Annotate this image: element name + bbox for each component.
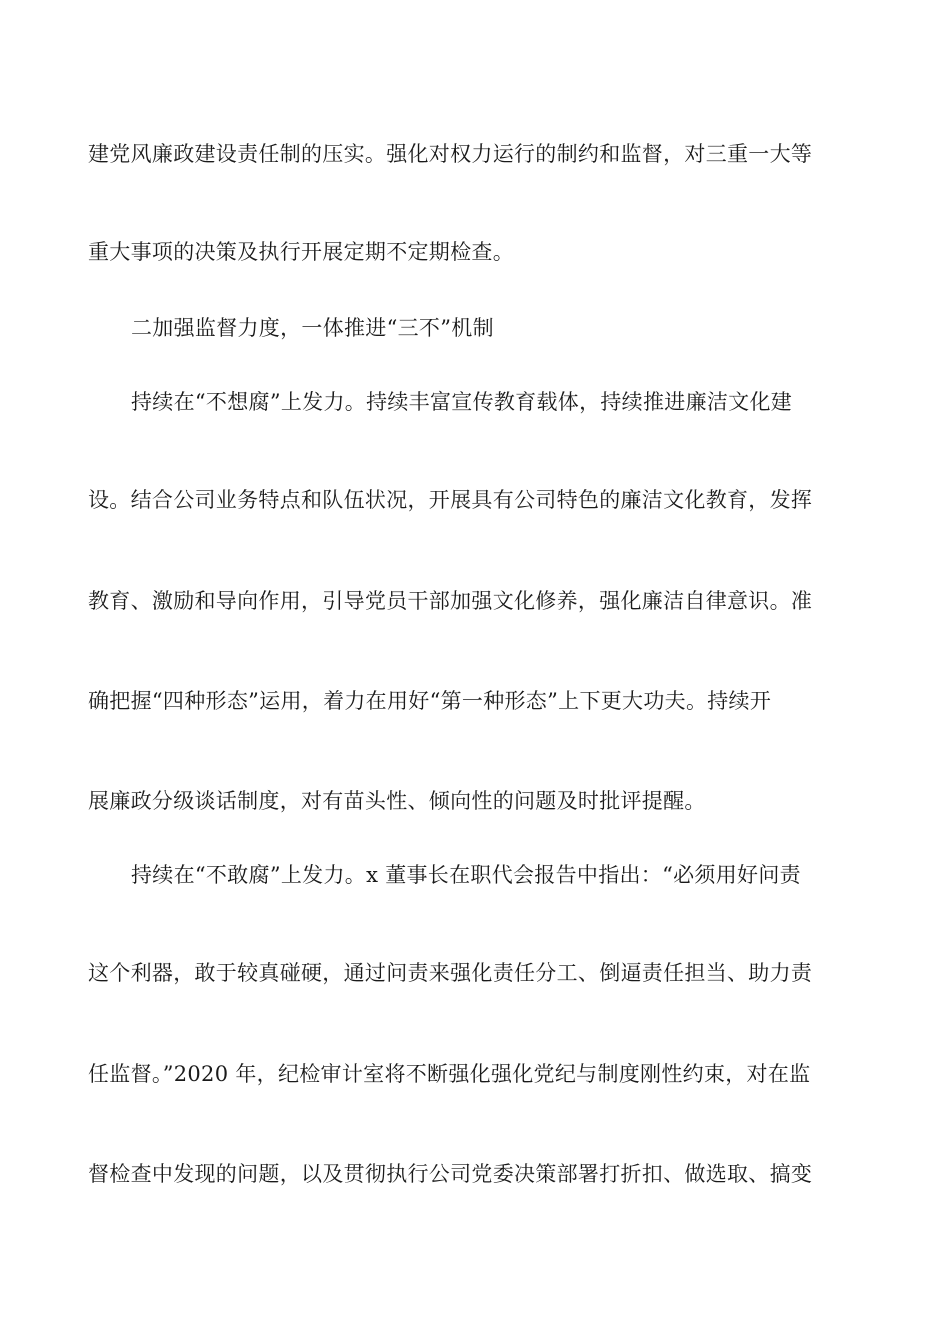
paragraph-line: 设。结合公司业务特点和队伍状况，开展具有公司特色的廉洁文化教育，发挥: [88, 488, 813, 512]
paragraph-line: 督检查中发现的问题，以及贯彻执行公司党委决策部署打折扣、做选取、搞变: [88, 1162, 813, 1186]
paragraph-line: 教育、激励和导向作用，引导党员干部加强文化修养，强化廉洁自律意识。准: [88, 589, 813, 613]
paragraph-line: 确把握“四种形态”运用，着力在用好“第一种形态”上下更大功夫。持续开: [88, 689, 772, 713]
paragraph-line: 持续在“不想腐”上发力。持续丰富宣传教育载体，持续推进廉洁文化建: [131, 390, 793, 414]
paragraph-line: 持续在“不敢腐”上发力。x 董事长在职代会报告中指出：“必须用好问责: [131, 863, 801, 887]
paragraph-line: 任监督。”2020 年，纪检审计室将不断强化强化党纪与制度刚性约束，对在监: [88, 1062, 811, 1086]
paragraph-line: 重大事项的决策及执行开展定期不定期检查。: [88, 240, 514, 264]
paragraph-line: 展廉政分级谈话制度，对有苗头性、倾向性的问题及时批评提醒。: [88, 789, 706, 813]
paragraph-line: 建党风廉政建设责任制的压实。强化对权力运行的制约和监督，对三重一大等: [88, 142, 813, 166]
section-heading: 二加强监督力度，一体推进“三不”机制: [131, 316, 494, 340]
paragraph-line: 这个利器，敢于较真碰硬，通过问责来强化责任分工、倒逼责任担当、助力责: [88, 961, 813, 985]
